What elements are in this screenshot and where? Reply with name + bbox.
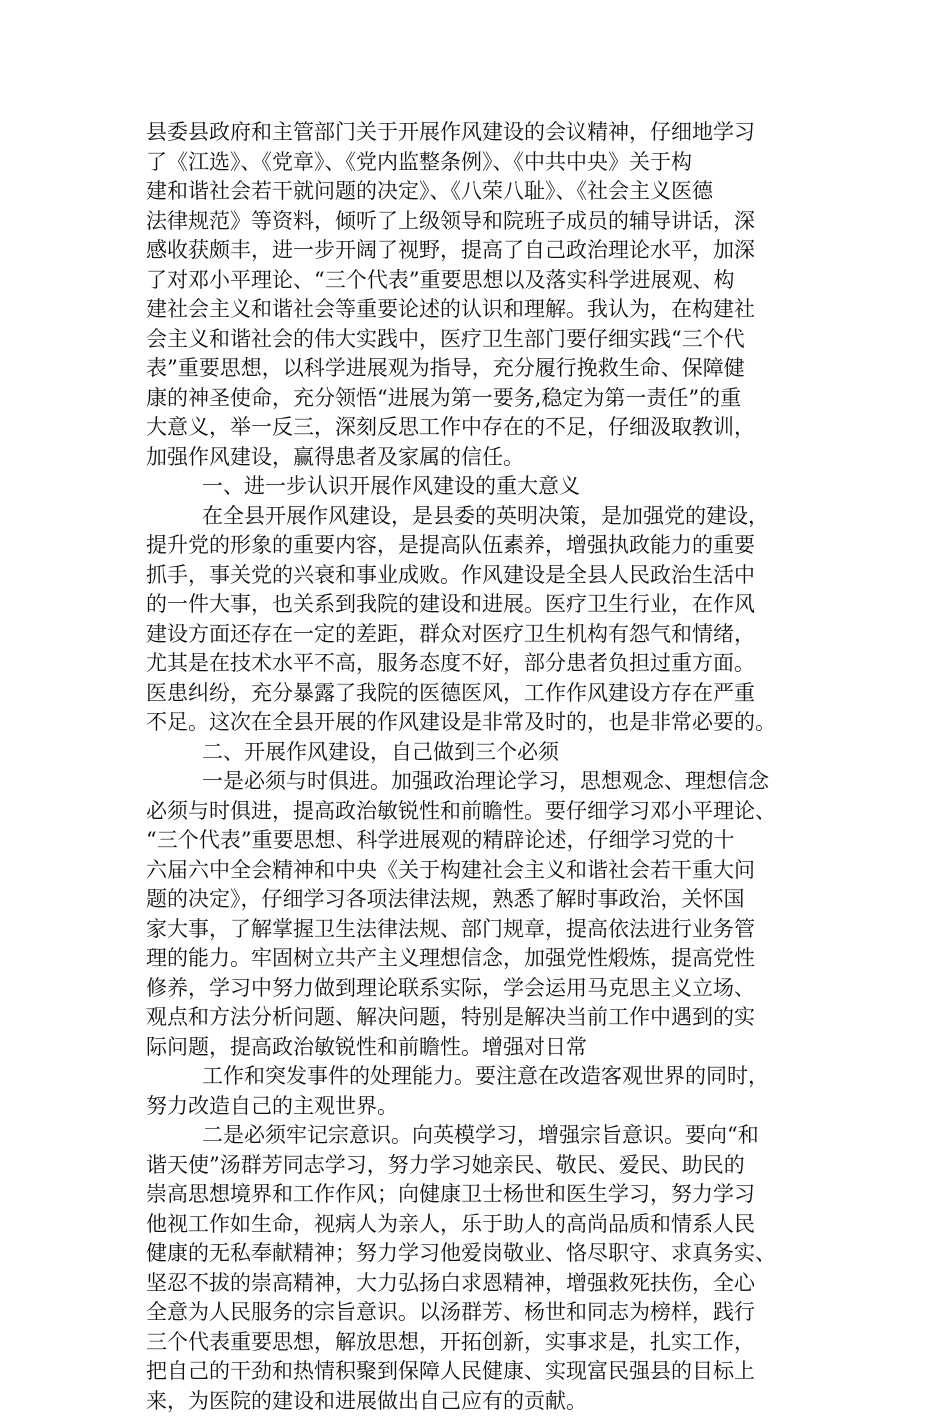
text-line: 大意义，举一反三，深刻反思工作中存在的不足，仔细汲取教训，	[146, 413, 826, 443]
text-line: 建社会主义和谐社会等重要论述的认识和理解。我认为，在构建社	[146, 295, 826, 325]
text-line: 建设方面还存在一定的差距，群众对医疗卫生机构有怨气和情绪，	[146, 620, 826, 650]
text-line: 加强作风建设，赢得患者及家属的信任。	[146, 443, 826, 473]
text-line: 三个代表重要思想，解放思想，开拓创新，实事求是，扎实工作，	[146, 1328, 826, 1358]
text-line: 六届六中全会精神和中央《关于构建社会主义和谐社会若干重大问	[146, 856, 826, 886]
text-line: 提升党的形象的重要内容，是提高队伍素养，增强执政能力的重要	[146, 531, 826, 561]
text-line: 会主义和谐社会的伟大实践中，医疗卫生部门要仔细实践“三个代	[146, 325, 826, 355]
text-line: 二、开展作风建设，自己做到三个必须	[146, 738, 826, 768]
text-line: 全意为人民服务的宗旨意识。以汤群芳、杨世和同志为榜样，践行	[146, 1298, 826, 1328]
text-line: 了对邓小平理论、“三个代表”重要思想以及落实科学进展观、构	[146, 266, 826, 296]
text-line: 县委县政府和主管部门关于开展作风建设的会议精神，仔细地学习	[146, 118, 826, 148]
text-line: 他视工作如生命，视病人为亲人，乐于助人的高尚品质和情系人民	[146, 1210, 826, 1240]
text-line: 崇高思想境界和工作作风；向健康卫士杨世和医生学习，努力学习	[146, 1180, 826, 1210]
text-line: 康的神圣使命，充分领悟“进展为第一要务,稳定为第一责任”的重	[146, 384, 826, 414]
text-line: 观点和方法分析问题、解决问题，特别是解决当前工作中遇到的实	[146, 1003, 826, 1033]
text-line: 际问题，提高政治敏锐性和前瞻性。增强对日常	[146, 1033, 826, 1063]
text-line: 努力改造自己的主观世界。	[146, 1092, 826, 1122]
text-line: 把自己的干劲和热情积聚到保障人民健康、实现富民强县的目标上	[146, 1357, 826, 1387]
text-line: 了《江选》、《党章》、《党内监整条例》、《中共中央》关于构	[146, 148, 826, 178]
text-line: 家大事，了解掌握卫生法律法规、部门规章，提高依法进行业务管	[146, 915, 826, 945]
text-line: 的一件大事，也关系到我院的建设和进展。医疗卫生行业，在作风	[146, 590, 826, 620]
text-line: 建和谐社会若干就问题的决定》、《八荣八耻》、《社会主义医德	[146, 177, 826, 207]
text-line: 修养，学习中努力做到理论联系实际，学会运用马克思主义立场、	[146, 974, 826, 1004]
text-line: 题的决定》，仔细学习各项法律法规，熟悉了解时事政治，关怀国	[146, 885, 826, 915]
text-line: 抓手，事关党的兴衰和事业成败。作风建设是全县人民政治生活中	[146, 561, 826, 591]
text-line: 不足。这次在全县开展的作风建设是非常及时的，也是非常必要的。	[146, 708, 826, 738]
text-line: 表”重要思想，以科学进展观为指导，充分履行挽救生命、保障健	[146, 354, 826, 384]
text-line: 坚忍不拔的崇高精神，大力弘扬白求恩精神，增强救死扶伤，全心	[146, 1269, 826, 1299]
text-line: 健康的无私奉献精神；努力学习他爱岗敬业、恪尽职守、求真务实、	[146, 1239, 826, 1269]
text-line: 谐天使”汤群芳同志学习，努力学习她亲民、敬民、爱民、助民的	[146, 1151, 826, 1181]
text-line: 感收获颇丰，进一步开阔了视野，提高了自己政治理论水平，加深	[146, 236, 826, 266]
text-line: 工作和突发事件的处理能力。要注意在改造客观世界的同时，	[146, 1062, 826, 1092]
text-line: 医患纠纷，充分暴露了我院的医德医风，工作作风建设方存在严重	[146, 679, 826, 709]
text-line: 必须与时俱进，提高政治敏锐性和前瞻性。要仔细学习邓小平理论、	[146, 797, 826, 827]
text-line: 在全县开展作风建设，是县委的英明决策，是加强党的建设，	[146, 502, 826, 532]
text-line: 一、进一步认识开展作风建设的重大意义	[146, 472, 826, 502]
text-line: 二是必须牢记宗意识。向英模学习，增强宗旨意识。要向“和	[146, 1121, 826, 1151]
text-line: 尤其是在技术水平不高，服务态度不好，部分患者负担过重方面。	[146, 649, 826, 679]
text-line: 理的能力。牢固树立共产主义理想信念，加强党性煅炼，提高党性	[146, 944, 826, 974]
text-line: 一是必须与时俱进。加强政治理论学习，思想观念、理想信念	[146, 767, 826, 797]
document-body	[146, 118, 826, 1416]
text-line: “三个代表”重要思想、科学进展观的精辟论述，仔细学习党的十	[146, 826, 826, 856]
text-line: 法律规范》等资料，倾听了上级领导和院班子成员的辅导讲话，深	[146, 207, 826, 237]
text-line: 来，为医院的建设和进展做出自己应有的贡献。	[146, 1387, 826, 1416]
